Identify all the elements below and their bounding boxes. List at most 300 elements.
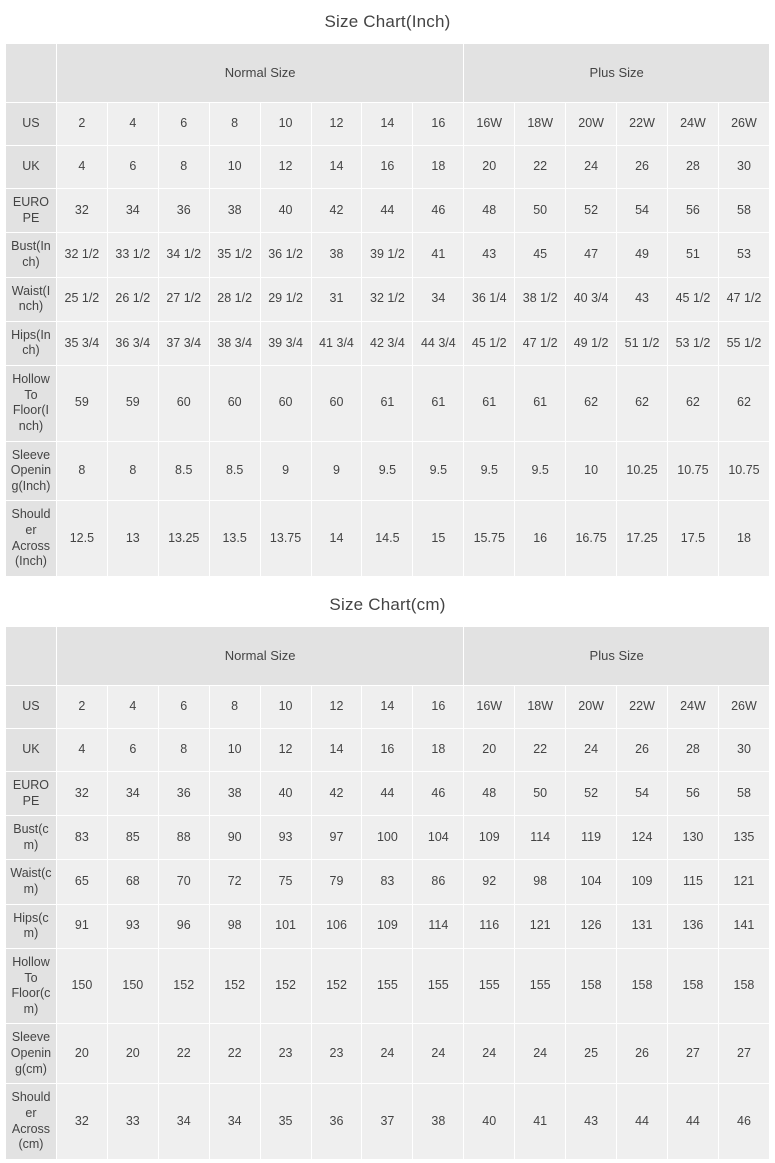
cell: 141 (718, 904, 769, 948)
cell: 90 (209, 816, 260, 860)
cell: 33 1/2 (107, 233, 158, 277)
cell: 10 (260, 103, 311, 146)
cell: 126 (566, 904, 617, 948)
cell: 30 (718, 728, 769, 771)
cell: 60 (311, 366, 362, 442)
cell: 36 1/4 (464, 277, 515, 321)
cell: 14 (362, 103, 413, 146)
cell: 26 (617, 728, 668, 771)
cell: 158 (566, 948, 617, 1024)
cell: 8 (158, 146, 209, 189)
cell: 121 (515, 904, 566, 948)
table-row (6, 441, 770, 501)
cell: 150 (56, 948, 107, 1024)
cell: 61 (362, 366, 413, 442)
cell: 16 (515, 501, 566, 577)
cell: 62 (667, 366, 718, 442)
cell: 27 (667, 1024, 718, 1084)
cell: 29 1/2 (260, 277, 311, 321)
cell: 59 (56, 366, 107, 442)
cell: 155 (464, 948, 515, 1024)
table-row (6, 728, 770, 771)
table-row (6, 1084, 770, 1160)
cell: 16W (464, 685, 515, 728)
cell: 32 1/2 (56, 233, 107, 277)
cell: 152 (209, 948, 260, 1024)
cell: 12.5 (56, 501, 107, 577)
cell: 62 (617, 366, 668, 442)
cell: 26 (617, 146, 668, 189)
cell: 22 (515, 728, 566, 771)
cell: 18W (515, 685, 566, 728)
cell: 83 (362, 860, 413, 904)
cell: 46 (718, 1084, 769, 1160)
cell: 27 1/2 (158, 277, 209, 321)
cell: 14 (362, 685, 413, 728)
cell: 20 (464, 146, 515, 189)
cell: 109 (617, 860, 668, 904)
cell: 10.25 (617, 441, 668, 501)
cell: 34 (158, 1084, 209, 1160)
cell: 20W (566, 103, 617, 146)
cell: 40 (260, 771, 311, 815)
cell: 61 (515, 366, 566, 442)
cell: 10 (209, 146, 260, 189)
cell: 39 3/4 (260, 321, 311, 365)
cell: 44 (667, 1084, 718, 1160)
cell: 8 (209, 103, 260, 146)
cell: 13.25 (158, 501, 209, 577)
cell: 9 (260, 441, 311, 501)
cell: 14 (311, 146, 362, 189)
cell: 32 (56, 189, 107, 233)
row-header: Hips(cm) (6, 904, 57, 948)
row-header: Hollow To Floor(Inch) (6, 366, 57, 442)
cell: 16 (362, 146, 413, 189)
cell: 10.75 (667, 441, 718, 501)
cell: 10 (209, 728, 260, 771)
cell: 18W (515, 103, 566, 146)
page-title-cm: Size Chart(cm) (0, 583, 775, 626)
row-header: Hips(Inch) (6, 321, 57, 365)
cell: 33 (107, 1084, 158, 1160)
cell: 51 1/2 (617, 321, 668, 365)
cell: 60 (158, 366, 209, 442)
cell: 45 1/2 (667, 277, 718, 321)
cell: 38 (311, 233, 362, 277)
cell: 158 (667, 948, 718, 1024)
cell: 91 (56, 904, 107, 948)
cell: 12 (260, 728, 311, 771)
cell: 32 (56, 771, 107, 815)
cell: 37 3/4 (158, 321, 209, 365)
cell: 28 (667, 728, 718, 771)
cell: 101 (260, 904, 311, 948)
cell: 34 1/2 (158, 233, 209, 277)
cell: 24 (566, 728, 617, 771)
group-header-normal-size: Normal Size (56, 626, 463, 685)
cell: 22 (209, 1024, 260, 1084)
cell: 46 (413, 189, 464, 233)
row-header: Waist(Inch) (6, 277, 57, 321)
cell: 61 (464, 366, 515, 442)
table-row (6, 277, 770, 321)
cell: 68 (107, 860, 158, 904)
cell: 62 (718, 366, 769, 442)
cell: 44 (362, 189, 413, 233)
cell: 83 (56, 816, 107, 860)
cell: 8.5 (158, 441, 209, 501)
group-header-normal-size: Normal Size (56, 44, 463, 103)
row-header: Waist(cm) (6, 860, 57, 904)
cell: 24 (413, 1024, 464, 1084)
cell: 9.5 (515, 441, 566, 501)
row-header: Hollow To Floor(cm) (6, 948, 57, 1024)
cell: 14.5 (362, 501, 413, 577)
cell: 9.5 (464, 441, 515, 501)
cell: 41 3/4 (311, 321, 362, 365)
cell: 8 (56, 441, 107, 501)
table-row (6, 860, 770, 904)
cell: 25 1/2 (56, 277, 107, 321)
cell: 20 (56, 1024, 107, 1084)
row-header: EUROPE (6, 771, 57, 815)
cell: 61 (413, 366, 464, 442)
cell: 104 (413, 816, 464, 860)
cell: 38 (209, 189, 260, 233)
cell: 37 (362, 1084, 413, 1160)
cell: 109 (362, 904, 413, 948)
table-row (6, 146, 770, 189)
cell: 36 (158, 771, 209, 815)
cell: 8.5 (209, 441, 260, 501)
cell: 32 1/2 (362, 277, 413, 321)
cell: 50 (515, 189, 566, 233)
cell: 85 (107, 816, 158, 860)
cell: 28 (667, 146, 718, 189)
cell: 41 (413, 233, 464, 277)
cell: 44 (362, 771, 413, 815)
cell: 47 (566, 233, 617, 277)
cell: 72 (209, 860, 260, 904)
cell: 158 (617, 948, 668, 1024)
cell: 26 (617, 1024, 668, 1084)
cell: 2 (56, 103, 107, 146)
cell: 114 (515, 816, 566, 860)
cell: 60 (209, 366, 260, 442)
cell: 79 (311, 860, 362, 904)
cell: 17.5 (667, 501, 718, 577)
cell: 152 (260, 948, 311, 1024)
cell: 98 (515, 860, 566, 904)
cell: 9 (311, 441, 362, 501)
cell: 86 (413, 860, 464, 904)
cell: 158 (718, 948, 769, 1024)
cell: 13.5 (209, 501, 260, 577)
cell: 150 (107, 948, 158, 1024)
size-table-inch (5, 43, 770, 577)
cell: 49 (617, 233, 668, 277)
cell: 40 (260, 189, 311, 233)
cell: 40 (464, 1084, 515, 1160)
cell: 12 (311, 103, 362, 146)
cell: 53 1/2 (667, 321, 718, 365)
cell: 58 (718, 771, 769, 815)
cell: 152 (158, 948, 209, 1024)
cell: 152 (311, 948, 362, 1024)
cell: 6 (107, 146, 158, 189)
cell: 8 (107, 441, 158, 501)
cell: 56 (667, 189, 718, 233)
cell: 6 (107, 728, 158, 771)
cell: 93 (107, 904, 158, 948)
cell: 35 1/2 (209, 233, 260, 277)
table-row (6, 233, 770, 277)
table-row (6, 103, 770, 146)
row-header: Shoulder Across(cm) (6, 1084, 57, 1160)
cell: 38 3/4 (209, 321, 260, 365)
cell: 51 (667, 233, 718, 277)
page-title-inch: Size Chart(Inch) (0, 0, 775, 43)
cell: 46 (413, 771, 464, 815)
row-header: UK (6, 728, 57, 771)
table-corner-cell (6, 626, 57, 685)
cell: 28 1/2 (209, 277, 260, 321)
cell: 18 (718, 501, 769, 577)
cell: 100 (362, 816, 413, 860)
cell: 52 (566, 771, 617, 815)
cell: 23 (260, 1024, 311, 1084)
cell: 34 (107, 771, 158, 815)
cell: 32 (56, 1084, 107, 1160)
cell: 130 (667, 816, 718, 860)
cell: 23 (311, 1024, 362, 1084)
cell: 60 (260, 366, 311, 442)
cell: 36 1/2 (260, 233, 311, 277)
cell: 14 (311, 501, 362, 577)
table-corner-cell (6, 44, 57, 103)
cell: 43 (566, 1084, 617, 1160)
cell: 55 1/2 (718, 321, 769, 365)
row-header: Shoulder Across(Inch) (6, 501, 57, 577)
table-row (6, 771, 770, 815)
cell: 26W (718, 103, 769, 146)
cell: 6 (158, 103, 209, 146)
cell: 131 (617, 904, 668, 948)
cell: 42 3/4 (362, 321, 413, 365)
group-header-plus-size: Plus Size (464, 626, 770, 685)
cell: 24W (667, 103, 718, 146)
cell: 2 (56, 685, 107, 728)
group-header-plus-size: Plus Size (464, 44, 770, 103)
cell: 45 1/2 (464, 321, 515, 365)
cell: 56 (667, 771, 718, 815)
cell: 4 (107, 103, 158, 146)
cell: 50 (515, 771, 566, 815)
cell: 88 (158, 816, 209, 860)
cell: 22 (158, 1024, 209, 1084)
cell: 9.5 (362, 441, 413, 501)
cell: 24 (515, 1024, 566, 1084)
row-header: Bust(Inch) (6, 233, 57, 277)
cell: 24 (566, 146, 617, 189)
cell: 70 (158, 860, 209, 904)
cell: 36 (311, 1084, 362, 1160)
cell: 14 (311, 728, 362, 771)
table-row (6, 816, 770, 860)
row-header: US (6, 103, 57, 146)
cell: 48 (464, 771, 515, 815)
cell: 36 3/4 (107, 321, 158, 365)
cell: 62 (566, 366, 617, 442)
table-row (6, 366, 770, 442)
cell: 124 (617, 816, 668, 860)
cell: 65 (56, 860, 107, 904)
cell: 38 (209, 771, 260, 815)
cell: 135 (718, 816, 769, 860)
cell: 54 (617, 771, 668, 815)
cell: 8 (209, 685, 260, 728)
cell: 27 (718, 1024, 769, 1084)
cell: 44 3/4 (413, 321, 464, 365)
cell: 15.75 (464, 501, 515, 577)
cell: 16W (464, 103, 515, 146)
cell: 40 3/4 (566, 277, 617, 321)
cell: 16 (413, 103, 464, 146)
table-row (6, 189, 770, 233)
cell: 109 (464, 816, 515, 860)
cell: 10 (566, 441, 617, 501)
cell: 119 (566, 816, 617, 860)
cell: 30 (718, 146, 769, 189)
table-row (6, 501, 770, 577)
cell: 10.75 (718, 441, 769, 501)
row-header: EUROPE (6, 189, 57, 233)
cell: 59 (107, 366, 158, 442)
cell: 16 (362, 728, 413, 771)
cell: 8 (158, 728, 209, 771)
cell: 121 (718, 860, 769, 904)
row-header: Sleeve Opening(cm) (6, 1024, 57, 1084)
cell: 31 (311, 277, 362, 321)
cell: 43 (464, 233, 515, 277)
cell: 48 (464, 189, 515, 233)
cell: 25 (566, 1024, 617, 1084)
cell: 45 (515, 233, 566, 277)
cell: 16.75 (566, 501, 617, 577)
cell: 26 1/2 (107, 277, 158, 321)
cell: 10 (260, 685, 311, 728)
cell: 114 (413, 904, 464, 948)
cell: 9.5 (413, 441, 464, 501)
cell: 4 (56, 728, 107, 771)
cell: 136 (667, 904, 718, 948)
table-row (6, 321, 770, 365)
cell: 22W (617, 685, 668, 728)
cell: 92 (464, 860, 515, 904)
table-row (6, 948, 770, 1024)
cell: 93 (260, 816, 311, 860)
cell: 96 (158, 904, 209, 948)
row-header: UK (6, 146, 57, 189)
table-row (6, 685, 770, 728)
cell: 35 (260, 1084, 311, 1160)
cell: 43 (617, 277, 668, 321)
cell: 116 (464, 904, 515, 948)
cell: 24 (464, 1024, 515, 1084)
cell: 4 (107, 685, 158, 728)
cell: 26W (718, 685, 769, 728)
cell: 20W (566, 685, 617, 728)
cell: 36 (158, 189, 209, 233)
cell: 44 (617, 1084, 668, 1160)
cell: 47 1/2 (515, 321, 566, 365)
cell: 115 (667, 860, 718, 904)
cell: 20 (107, 1024, 158, 1084)
size-table-cm (5, 626, 770, 1160)
cell: 42 (311, 189, 362, 233)
cell: 13.75 (260, 501, 311, 577)
cell: 155 (515, 948, 566, 1024)
table-group-header-row (6, 44, 770, 103)
cell: 42 (311, 771, 362, 815)
cell: 15 (413, 501, 464, 577)
cell: 18 (413, 728, 464, 771)
cell: 4 (56, 146, 107, 189)
cell: 12 (260, 146, 311, 189)
cell: 34 (209, 1084, 260, 1160)
cell: 54 (617, 189, 668, 233)
cell: 41 (515, 1084, 566, 1160)
cell: 97 (311, 816, 362, 860)
row-header: US (6, 685, 57, 728)
cell: 155 (413, 948, 464, 1024)
table-row (6, 1024, 770, 1084)
cell: 53 (718, 233, 769, 277)
cell: 12 (311, 685, 362, 728)
cell: 34 (107, 189, 158, 233)
cell: 52 (566, 189, 617, 233)
cell: 20 (464, 728, 515, 771)
table-group-header-row (6, 626, 770, 685)
cell: 22W (617, 103, 668, 146)
cell: 98 (209, 904, 260, 948)
cell: 38 1/2 (515, 277, 566, 321)
table-row (6, 904, 770, 948)
cell: 39 1/2 (362, 233, 413, 277)
cell: 13 (107, 501, 158, 577)
cell: 49 1/2 (566, 321, 617, 365)
cell: 18 (413, 146, 464, 189)
cell: 24 (362, 1024, 413, 1084)
cell: 104 (566, 860, 617, 904)
row-header: Sleeve Opening(Inch) (6, 441, 57, 501)
cell: 75 (260, 860, 311, 904)
cell: 58 (718, 189, 769, 233)
cell: 16 (413, 685, 464, 728)
cell: 38 (413, 1084, 464, 1160)
cell: 17.25 (617, 501, 668, 577)
cell: 34 (413, 277, 464, 321)
cell: 6 (158, 685, 209, 728)
row-header: Bust(cm) (6, 816, 57, 860)
cell: 22 (515, 146, 566, 189)
cell: 106 (311, 904, 362, 948)
cell: 24W (667, 685, 718, 728)
cell: 155 (362, 948, 413, 1024)
cell: 47 1/2 (718, 277, 769, 321)
cell: 35 3/4 (56, 321, 107, 365)
